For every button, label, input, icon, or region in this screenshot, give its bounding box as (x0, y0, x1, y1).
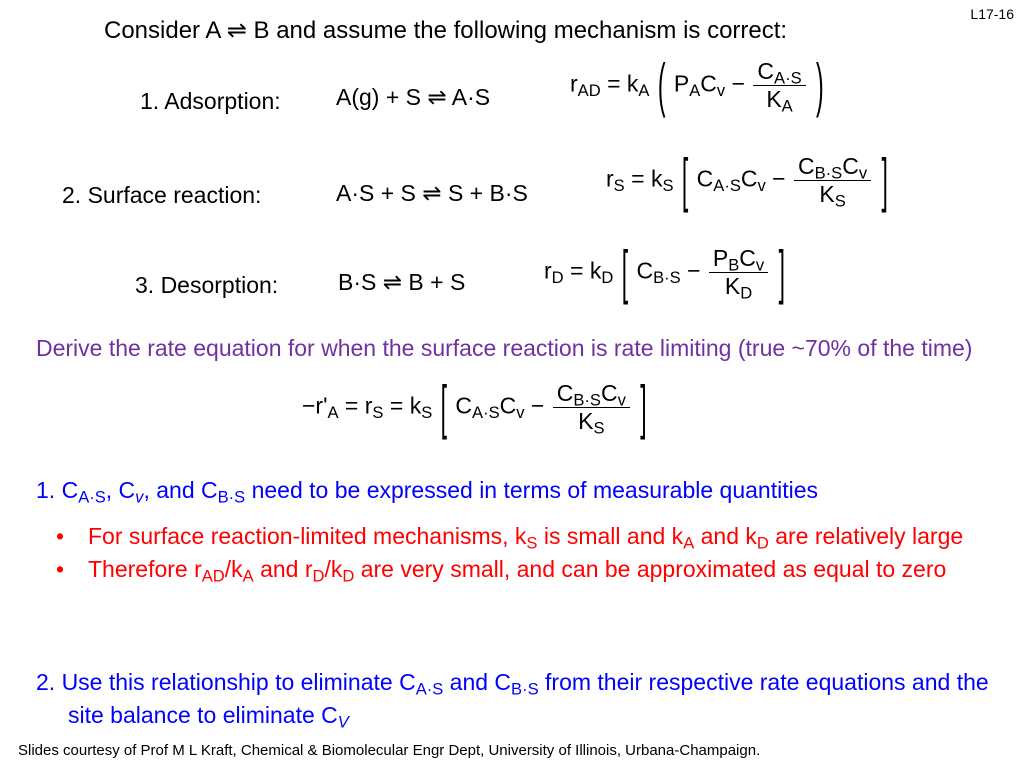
footer-credit: Slides courtesy of Prof M L Kraft, Chemical & Biomolecular Engr Dept, University of Illinois, Urbana-Champaign. (18, 742, 761, 759)
surface-rate-equation: $r_S = k_S$ [ $C_{A\cdot S}C_v$ − $\frac{C_{B\cdot S}C_v}{K_S}$ ] (606, 145, 888, 213)
adsorption-rate-equation: $r_{AD} = k_A$ ( $P_AC_v$ − $\frac{C_{A\cdot S}}{K_A}$ ) (570, 50, 824, 118)
step-2-label: 2. Surface reaction: (62, 182, 262, 208)
desorption-rate-equation: $r_D = k_D$ [ $C_{B\cdot S}$ − $\frac{P_BC_v}{K_D}$ ] (544, 237, 785, 305)
adsorption-fraction: $\frac{C_{A\cdot S}}{K_A}$ (753, 58, 805, 113)
derived-rate-equation: $-r'_A = r_S = k_S$ [ $C_{A\cdot S}C_v$ − $\frac{C_{B\cdot S}C_v}{K_S}$ ] (302, 372, 647, 440)
desorption-fraction: $\frac{P_BC_v}{K_D}$ (709, 245, 768, 300)
bullet-item-2: • Therefore $r_{AD}/k_A$ and $r_D/k_D$ are very small, and can be approximated as equal to zero (56, 556, 947, 586)
step-1-label: 1. Adsorption: (140, 88, 281, 114)
derived-fraction: $\frac{C_{B\cdot S}C_v}{K_S}$ (553, 380, 630, 435)
derive-prompt: Derive the rate equation for when the surface reaction is rate limiting (true ~70% of the time) (36, 335, 973, 361)
step-3-reaction: B·S ⇌ B + S (338, 269, 466, 295)
step-2-reaction: A·S + S ⇌ S + B·S (336, 180, 528, 206)
slide-number: L17-16 (970, 6, 1014, 22)
bullet-list (56, 520, 986, 587)
step-3-label: 3. Desorption: (135, 272, 279, 298)
point-2: 2. Use this relationship to eliminate $C_{A\cdot S}$ and $C_{B\cdot S}$ from their respective rate equations and the site balance to eliminate $C_V$ (36, 669, 989, 732)
point-1: 1. $C_{A\cdot S}$, $C_v$, and $C_{B\cdot S}$ need to be expressed in terms of measurable quantities (36, 477, 818, 507)
bullet-item-1: • For surface reaction-limited mechanisms, $k_S$ is small and $k_A$ and $k_D$ are relatively large (56, 523, 964, 553)
slide-title: Consider A ⇌ B and assume the following mechanism is correct: (104, 17, 788, 44)
step-1-reaction: A(g) + S ⇌ A·S (336, 84, 491, 110)
surface-fraction: $\frac{C_{B\cdot S}C_v}{K_S}$ (794, 153, 871, 208)
